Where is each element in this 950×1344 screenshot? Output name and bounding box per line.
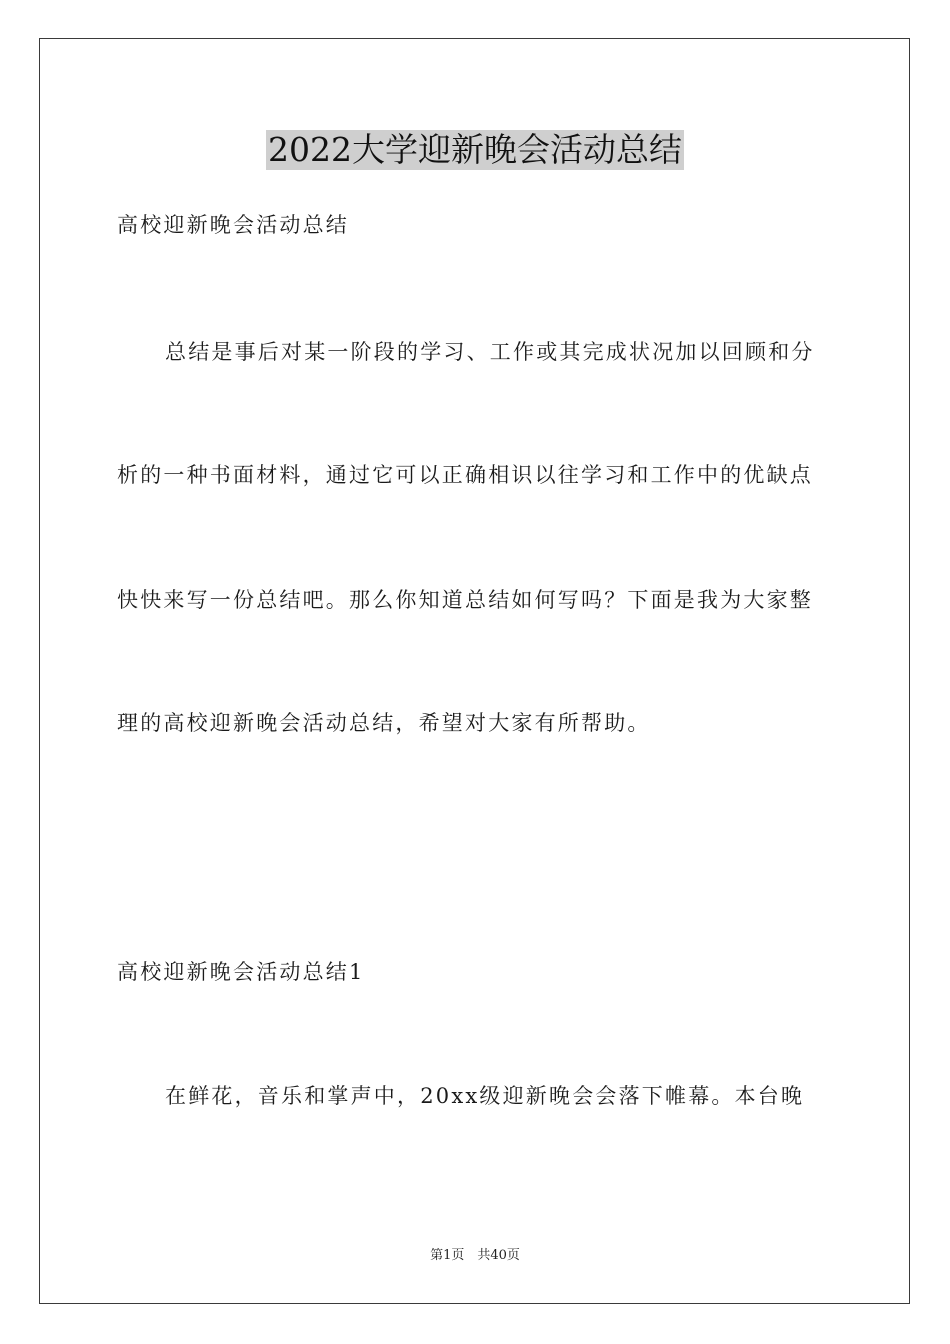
document-title: 2022大学迎新晚会活动总结 — [268, 130, 682, 169]
paragraph-line-2: 析的一种书面材料，通过它可以正确相识以往学习和工作中的优缺点 — [117, 463, 813, 487]
paragraph-line-1: 总结是事后对某一阶段的学习、工作或其完成状况加以回顾和分 — [165, 340, 815, 364]
section-paragraph-line-1: 在鲜花，音乐和掌声中，20xx级迎新晚会会落下帷幕。本台晚 — [165, 1084, 805, 1108]
section-heading-1: 高校迎新晚会活动总结1 — [117, 960, 365, 984]
subtitle-heading: 高校迎新晚会活动总结 — [117, 213, 349, 237]
page-footer: 第1页 共40页 — [430, 1248, 520, 1263]
paragraph-line-3: 快快来写一份总结吧。那么你知道总结如何写吗？下面是我为大家整 — [117, 588, 813, 612]
paragraph-line-4: 理的高校迎新晚会活动总结，希望对大家有所帮助。 — [117, 711, 651, 735]
title-container — [0, 130, 950, 170]
